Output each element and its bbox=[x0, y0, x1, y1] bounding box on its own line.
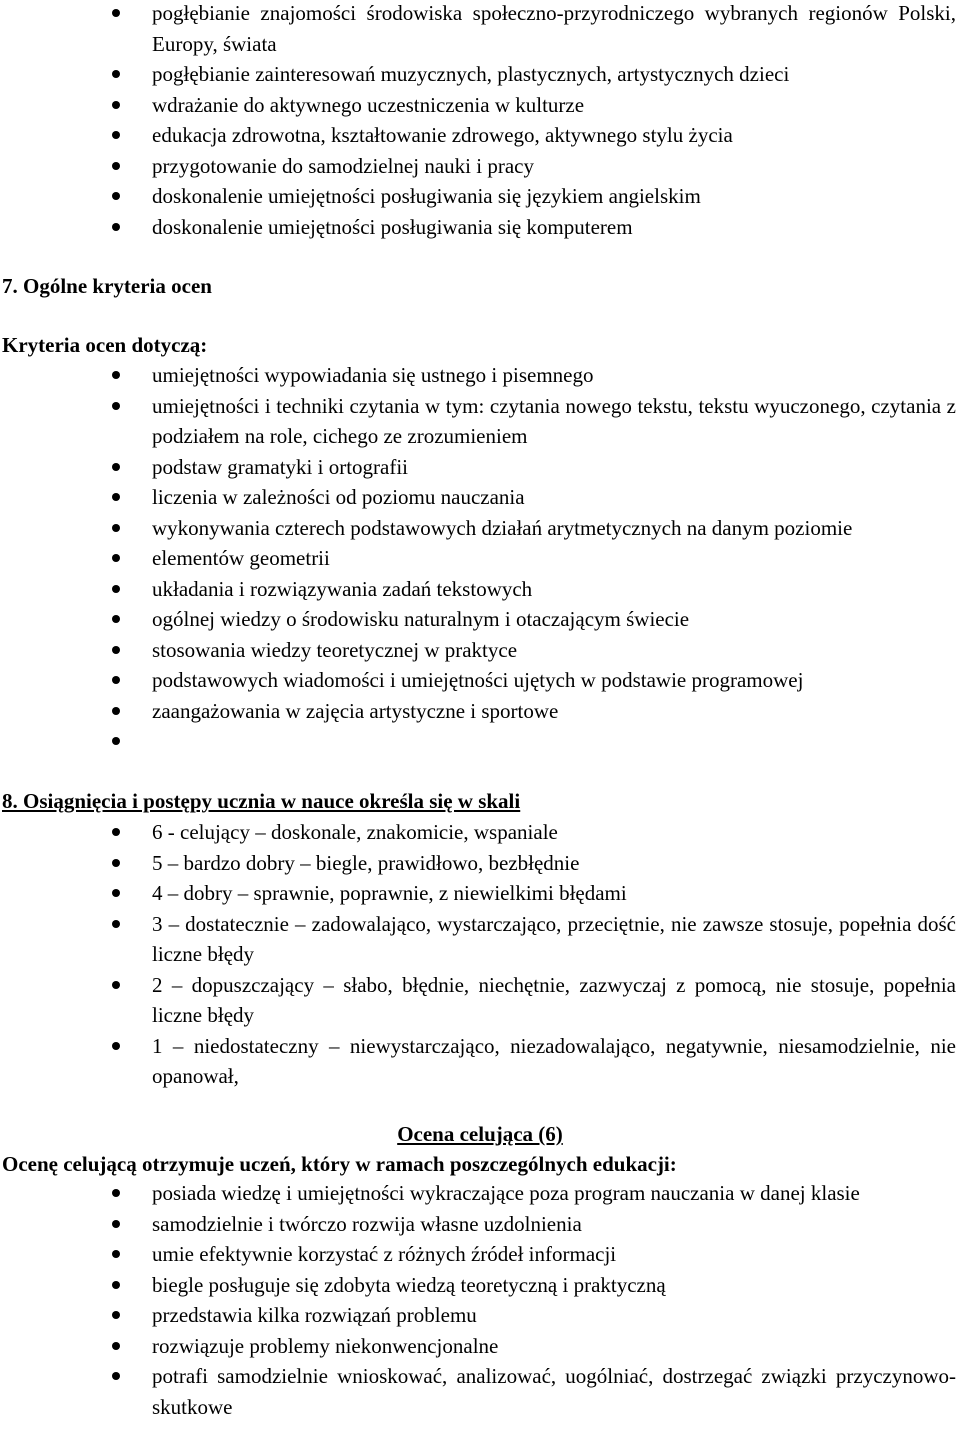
list-item: umiejętności i techniki czytania w tym: czytania nowego tekstu, tekstu wyuczonego, czytania z podziałem na role, cichego ze zrozumieniem bbox=[0, 391, 960, 452]
list-item: umiejętności wypowiadania się ustnego i pisemnego bbox=[0, 360, 960, 391]
list-item: 6 - celujący – doskonale, znakomicie, wspaniale bbox=[0, 817, 960, 848]
section-8-heading: 8. Osiągnięcia i postępy ucznia w nauce określa się w skali bbox=[2, 789, 521, 813]
list-item: pogłębianie znajomości środowiska społeczno-przyrodniczego wybranych regionów Polski, Europy, świata bbox=[0, 0, 960, 59]
list-item: 3 – dostatecznie – zadowalająco, wystarczająco, przeciętnie, nie zawsze stosuje, popełnia dość liczne błędy bbox=[0, 909, 960, 970]
list-item: liczenia w zależności od poziomu nauczania bbox=[0, 482, 960, 513]
list-item: układania i rozwiązywania zadań tekstowych bbox=[0, 574, 960, 605]
intro-goals-list bbox=[0, 0, 960, 242]
list-item: umie efektywnie korzystać z różnych źródeł informacji bbox=[0, 1239, 960, 1270]
grade-6-subheading: Ocenę celującą otrzymuje uczeń, który w ramach poszczególnych edukacji: bbox=[2, 1152, 677, 1176]
grade-6-heading: Ocena celująca (6) bbox=[397, 1122, 563, 1146]
list-item: biegle posługuje się zdobyta wiedzą teoretyczną i praktyczną bbox=[0, 1270, 960, 1301]
list-item: podstaw gramatyki i ortografii bbox=[0, 452, 960, 483]
list-item: podstawowych wiadomości i umiejętności ujętych w podstawie programowej bbox=[0, 665, 960, 696]
list-item-empty bbox=[0, 726, 960, 757]
grade-6-requirements-list bbox=[0, 1178, 960, 1422]
list-item: 1 – niedostateczny – niewystarczająco, niezadowalająco, negatywnie, niesamodzielnie, nie opanował, bbox=[0, 1031, 960, 1092]
list-item: edukacja zdrowotna, kształtowanie zdrowego, aktywnego stylu życia bbox=[0, 120, 960, 151]
list-item: potrafi samodzielnie wnioskować, analizować, uogólniać, dostrzegać związki przyczynowo-skutkowe bbox=[0, 1361, 960, 1422]
section-7-heading: 7. Ogólne kryteria ocen bbox=[2, 274, 212, 298]
section-7-subheading: Kryteria ocen dotyczą: bbox=[2, 333, 208, 357]
list-item: 4 – dobry – sprawnie, poprawnie, z niewielkimi błędami bbox=[0, 878, 960, 909]
list-item: rozwiązuje problemy niekonwencjonalne bbox=[0, 1331, 960, 1362]
list-item: posiada wiedzę i umiejętności wykraczające poza program nauczania w danej klasie bbox=[0, 1178, 960, 1209]
list-item: zaangażowania w zajęcia artystyczne i sportowe bbox=[0, 696, 960, 727]
list-item: ogólnej wiedzy o środowisku naturalnym i otaczającym świecie bbox=[0, 604, 960, 635]
list-item: elementów geometrii bbox=[0, 543, 960, 574]
grading-scale-list bbox=[0, 817, 960, 1092]
criteria-list bbox=[0, 360, 960, 757]
list-item: doskonalenie umiejętności posługiwania się komputerem bbox=[0, 212, 960, 243]
list-item: stosowania wiedzy teoretycznej w praktyce bbox=[0, 635, 960, 666]
list-item: 5 – bardzo dobry – biegle, prawidłowo, bezbłędnie bbox=[0, 848, 960, 879]
list-item: wykonywania czterech podstawowych działań arytmetycznych na danym poziomie bbox=[0, 513, 960, 544]
list-item: przedstawia kilka rozwiązań problemu bbox=[0, 1300, 960, 1331]
list-item: 2 – dopuszczający – słabo, błędnie, niechętnie, zazwyczaj z pomocą, nie stosuje, popełnia liczne błędy bbox=[0, 970, 960, 1031]
list-item: przygotowanie do samodzielnej nauki i pracy bbox=[0, 151, 960, 182]
list-item: samodzielnie i twórczo rozwija własne uzdolnienia bbox=[0, 1209, 960, 1240]
list-item: doskonalenie umiejętności posługiwania się językiem angielskim bbox=[0, 181, 960, 212]
list-item: wdrażanie do aktywnego uczestniczenia w kulturze bbox=[0, 90, 960, 121]
list-item: pogłębianie zainteresowań muzycznych, plastycznych, artystycznych dzieci bbox=[0, 59, 960, 90]
